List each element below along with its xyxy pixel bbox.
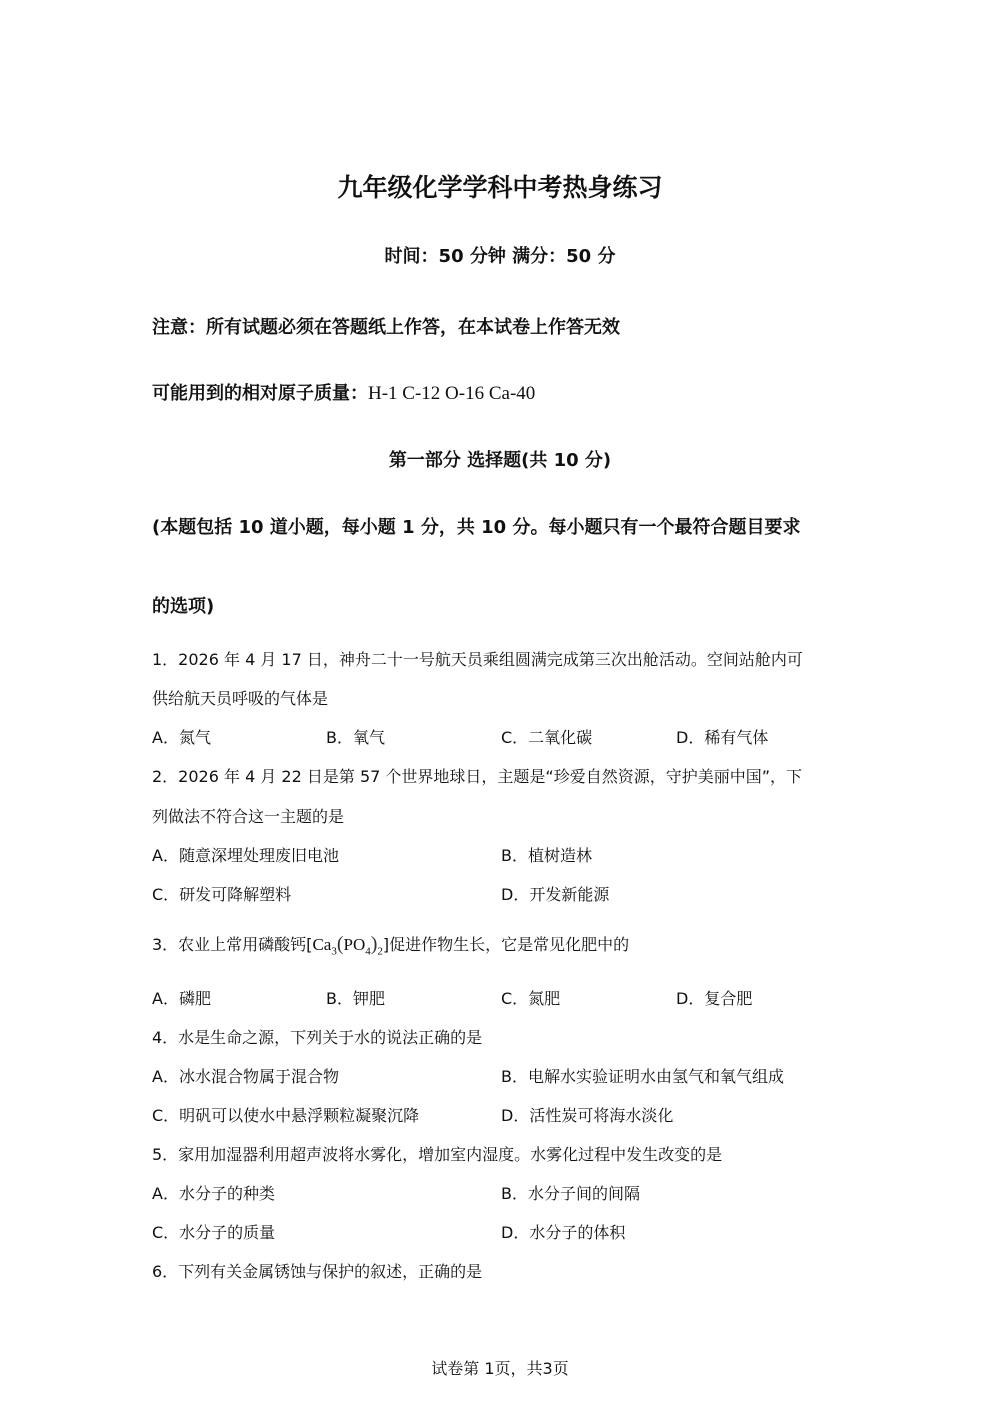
atomic-mass-values: H-1 C-12 O-16 Ca-40 (368, 383, 536, 404)
left-paren-glyph: ( (336, 933, 344, 955)
question-2-stem-line1: 2．2026 年 4 月 22 日是第 57 个世界地球日，主题是“珍爱自然资源，守护美丽中国”，下 (152, 767, 802, 786)
section-instructions-line1: (本题包括 10 道小题，每小题 1 分，共 10 分。每小题只有一个最符合题目要求 (152, 517, 801, 538)
exam-time-score: 时间：50 分钟 满分：50 分 (384, 246, 616, 267)
question-1-option-d: D．稀有气体 (676, 728, 769, 747)
question-2-option-c: C．研发可降解塑料 (152, 885, 292, 904)
question-3-option-d: D．复合肥 (676, 989, 753, 1008)
question-2-option-d: D．开发新能源 (501, 885, 610, 904)
question-4-option-a: A．冰水混合物属于混合物 (152, 1067, 339, 1086)
question-1-option-c: C．二氧化碳 (501, 728, 593, 747)
atomic-mass-label: 可能用到的相对原子质量： (152, 383, 368, 404)
question-4-option-c: C．明矾可以使水中悬浮颗粒凝聚沉降 (152, 1106, 420, 1125)
question-3-option-c: C．氮肥 (501, 989, 561, 1008)
question-5-option-c: C．水分子的质量 (152, 1223, 276, 1242)
question-2-option-a: A．随意深埋处理废旧电池 (152, 846, 339, 865)
formula-ca-subscript: 3 (331, 945, 337, 958)
question-2-option-b: B．植树造林 (501, 846, 592, 865)
calcium-phosphate-formula (312, 933, 383, 958)
formula-po-subscript: 4 (365, 945, 371, 958)
formula-group-subscript: 2 (377, 945, 383, 958)
question-3-option-b: B．钾肥 (326, 989, 385, 1008)
question-3-prefix: 3．农业上常用磷酸钙[ (152, 935, 313, 954)
question-4-option-b: B．电解水实验证明水由氢气和氧气组成 (501, 1067, 784, 1086)
atomic-mass-line (152, 379, 535, 405)
question-3-suffix: ]促进作物生长，它是常见化肥中的 (382, 935, 630, 954)
page-footer: 试卷第 1页，共3页 (431, 1359, 569, 1378)
right-paren-glyph: ) (370, 933, 378, 955)
exam-title: 九年级化学学科中考热身练习 (337, 173, 663, 202)
question-4-stem: 4．水是生命之源，下列关于水的说法正确的是 (152, 1028, 483, 1047)
formula-po: PO (343, 935, 366, 954)
section-instructions-line2: 的选项) (152, 596, 215, 617)
question-1-stem-line2: 供给航天员呼吸的气体是 (152, 689, 329, 708)
question-1-option-a: A．氮气 (152, 728, 211, 747)
question-5-option-b: B．水分子间的间隔 (501, 1184, 640, 1203)
exam-notice: 注意：所有试题必须在答题纸上作答，在本试卷上作答无效 (152, 317, 620, 338)
question-6-stem: 6．下列有关金属锈蚀与保护的叙述，正确的是 (152, 1262, 483, 1281)
question-5-stem: 5．家用加湿器利用超声波将水雾化，增加室内湿度。水雾化过程中发生改变的是 (152, 1145, 723, 1164)
question-3-stem (152, 932, 629, 957)
question-2-stem-line2: 列做法不符合这一主题的是 (152, 807, 345, 826)
formula-ca: Ca (312, 935, 332, 954)
question-5-option-d: D．水分子的体积 (501, 1223, 626, 1242)
question-1-option-b: B．氧气 (326, 728, 385, 747)
question-1-stem-line1: 1．2026 年 4 月 17 日，神舟二十一号航天员乘组圆满完成第三次出舱活动。空间站舱内可 (152, 650, 803, 669)
question-5-option-a: A．水分子的种类 (152, 1184, 275, 1203)
section-heading: 第一部分 选择题(共 10 分) (388, 450, 612, 471)
question-3-option-a: A．磷肥 (152, 989, 211, 1008)
question-4-option-d: D．活性炭可将海水淡化 (501, 1106, 674, 1125)
